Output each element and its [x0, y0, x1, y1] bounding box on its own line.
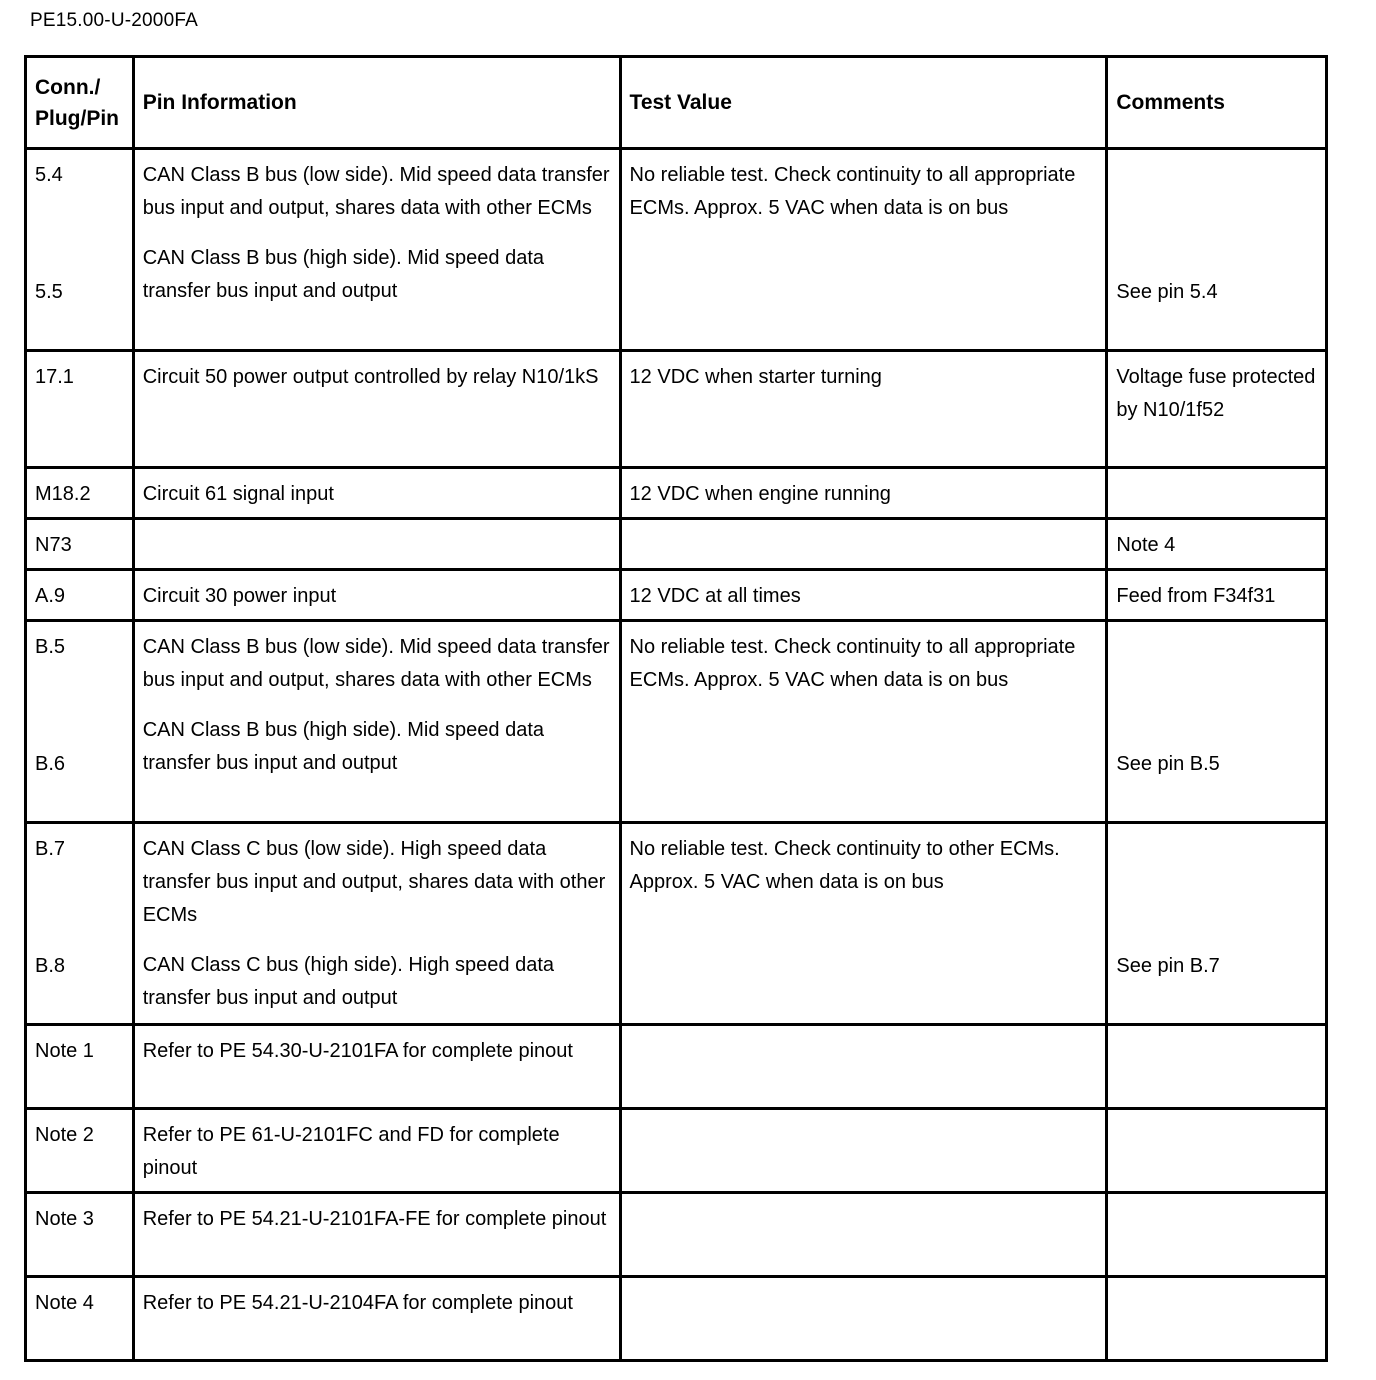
- comments-cell: Note 4: [1107, 519, 1327, 570]
- conn-value: B.7: [35, 838, 66, 860]
- pin-info-text: CAN Class B bus (high side). Mid speed data transfer bus input and output: [142, 247, 545, 302]
- conn-cell: [26, 149, 134, 351]
- test-value-cell: 12 VDC at all times: [620, 570, 1107, 621]
- pin-info-text: CAN Class B bus (low side). Mid speed data transfer bus input and output, shares data with other ECMs: [142, 164, 610, 219]
- table-row: [26, 1109, 1327, 1193]
- conn-value: B.5: [35, 636, 66, 658]
- test-value-cell: [620, 1109, 1107, 1193]
- conn-cell: 17.1: [26, 351, 134, 468]
- conn-cell: [26, 823, 134, 1025]
- conn-cell: M18.2: [26, 468, 134, 519]
- table-row: [26, 1193, 1327, 1277]
- comments-cell: [1107, 1193, 1327, 1277]
- comments-cell: [1107, 621, 1327, 823]
- pin-info-cell: Refer to PE 54.21-U-2104FA for complete pinout: [133, 1277, 620, 1361]
- comments-cell: [1107, 1025, 1327, 1109]
- table-row: [26, 823, 1327, 1025]
- table-row: [26, 351, 1327, 468]
- conn-cell: Note 4: [26, 1277, 134, 1361]
- test-value-cell: No reliable test. Check continuity to other ECMs. Approx. 5 VAC when data is on bus: [620, 823, 1107, 1025]
- conn-cell: Note 1: [26, 1025, 134, 1109]
- pin-info-cell: Circuit 50 power output controlled by relay N10/1kS: [133, 351, 620, 468]
- conn-cell: A.9: [26, 570, 134, 621]
- comments-cell: [1107, 1109, 1327, 1193]
- comment-text: See pin 5.4: [1116, 281, 1218, 303]
- test-value-cell: [620, 1193, 1107, 1277]
- comments-cell: Voltage fuse protected by N10/1f52: [1107, 351, 1327, 468]
- pin-info-text: CAN Class C bus (low side). High speed data transfer bus input and output, shares data with other ECMs: [142, 838, 606, 926]
- table-row: [26, 621, 1327, 823]
- test-value-cell: [620, 1025, 1107, 1109]
- header-pin-information: Pin Information: [133, 57, 620, 149]
- pin-info-text: CAN Class B bus (low side). Mid speed data transfer bus input and output, shares data with other ECMs: [142, 636, 610, 691]
- comments-cell: [1107, 149, 1327, 351]
- pin-info-cell: [133, 621, 620, 823]
- table-row: [26, 570, 1327, 621]
- table-row: [26, 468, 1327, 519]
- pin-info-cell: [133, 149, 620, 351]
- pin-info-cell: Circuit 61 signal input: [133, 468, 620, 519]
- comment-text: See pin B.5: [1116, 753, 1220, 775]
- pin-information-table: [24, 55, 1328, 1362]
- comments-cell: [1107, 1277, 1327, 1361]
- pin-info-cell: Refer to PE 61-U-2101FC and FD for complete pinout: [133, 1109, 620, 1193]
- conn-cell: [26, 621, 134, 823]
- pin-info-cell: [133, 519, 620, 570]
- pin-info-text: CAN Class B bus (high side). Mid speed data transfer bus input and output: [142, 719, 545, 774]
- test-value-cell: [620, 1277, 1107, 1361]
- pin-info-cell: Refer to PE 54.30-U-2101FA for complete pinout: [133, 1025, 620, 1109]
- comments-cell: [1107, 468, 1327, 519]
- table-row: [26, 1277, 1327, 1361]
- conn-cell: N73: [26, 519, 134, 570]
- document-id: PE15.00-U-2000FA: [30, 10, 198, 31]
- comments-cell: [1107, 823, 1327, 1025]
- conn-value: 5.5: [35, 281, 63, 303]
- table-row: [26, 149, 1327, 351]
- comments-cell: Feed from F34f31: [1107, 570, 1327, 621]
- pin-info-cell: Circuit 30 power input: [133, 570, 620, 621]
- conn-value: B.6: [35, 753, 66, 775]
- header-test-value: Test Value: [620, 57, 1107, 149]
- test-value-cell: [620, 519, 1107, 570]
- test-value-cell: No reliable test. Check continuity to all appropriate ECMs. Approx. 5 VAC when data is on bus: [620, 621, 1107, 823]
- conn-value: 5.4: [35, 164, 63, 186]
- test-value-cell: 12 VDC when engine running: [620, 468, 1107, 519]
- conn-cell: Note 2: [26, 1109, 134, 1193]
- test-value-cell: 12 VDC when starter turning: [620, 351, 1107, 468]
- header-conn-label: Conn./ Plug/Pin: [35, 75, 119, 130]
- conn-cell: Note 3: [26, 1193, 134, 1277]
- header-conn-plug-pin: [26, 57, 134, 149]
- comment-text: See pin B.7: [1116, 955, 1220, 977]
- pin-info-text: CAN Class C bus (high side). High speed data transfer bus input and output: [142, 954, 555, 1009]
- pin-info-cell: [133, 823, 620, 1025]
- test-value-cell: No reliable test. Check continuity to all appropriate ECMs. Approx. 5 VAC when data is on bus: [620, 149, 1107, 351]
- conn-value: B.8: [35, 955, 66, 977]
- header-comments: Comments: [1107, 57, 1327, 149]
- pin-info-cell: Refer to PE 54.21-U-2101FA-FE for complete pinout: [133, 1193, 620, 1277]
- table-row: [26, 519, 1327, 570]
- table-row: [26, 1025, 1327, 1109]
- table-header-row: [26, 57, 1327, 149]
